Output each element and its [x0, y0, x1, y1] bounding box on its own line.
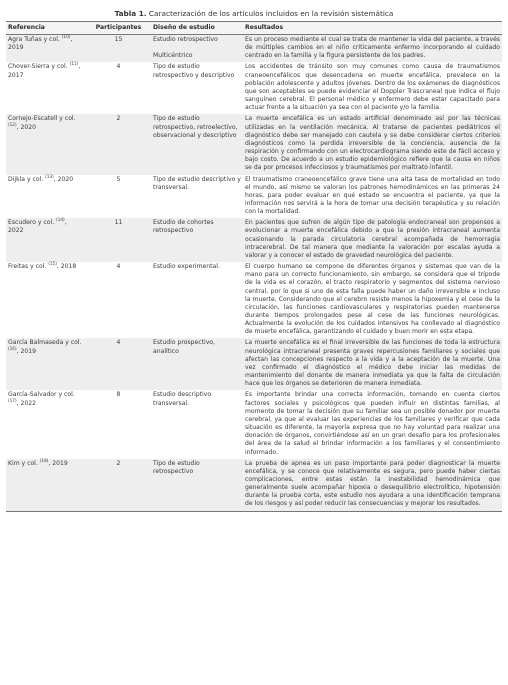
table-body [6, 35, 502, 512]
ref-author: Escudero y col. [8, 219, 55, 227]
ref-citation: (11) [69, 61, 79, 67]
caption-label: Tabla 1. [114, 9, 147, 18]
table-row [6, 390, 502, 458]
results-cell: El cuerpo humano se compone de diferentes órganos y sistemas que van de la mano para un correcto funcionamiento, sin embargo, se considera que el trípode de la vida es el corazón, el tracto respiratorio y segmentos del sistema nervioso central, por lo que si uno de esta falla puede haber un daño irreversible e incluso la muerte. Considerando que el cerebro resiste menos la hipoxemia y el cese de la circulación, las funciones cardiovasculares y respiratorias pueden mantenerse durante tiempos prolongados pese al cese de las funciones neurológicas. Actualmente la evolución de los cuidados intensivos ha conllevado al diagnóstico de muerte encefálica, garantizando el cuidado y buen morir en esta etapa. [243, 262, 502, 338]
table-row [6, 218, 502, 262]
ref-year: , 2022 [16, 399, 36, 407]
ref-citation: (15) [48, 261, 57, 267]
reference-cell [6, 390, 86, 458]
participants-cell: 15 [86, 35, 151, 63]
design-cell: Tipo de estudio descriptivo y transversal. [151, 175, 243, 219]
table-header [6, 22, 502, 35]
design-cell: Estudio experimental. [151, 262, 243, 338]
reference-cell [6, 338, 86, 390]
results-cell: El traumatismo craneoencefálico grave tiene una alta tasa de mortalidad en todo el mundo, así mismo se valoran los patrones hemodinámicos en las primeras 24 horas, para poder evaluar en qué estado se encuentra el paciente, ya que la información nos servirá a la hora de tomar una decisión terapéutica y su relación con la mortalidad. [243, 175, 502, 219]
ref-author: Chover-Sierra y col. [8, 63, 68, 71]
reference-cell [6, 35, 86, 63]
reference-cell [6, 459, 86, 511]
results-cell: Es un proceso mediante el cual se trata de mantener la vida del paciente, a través de múltiples cambios en el niño críticamente enfermo incorporando el cuidado centrado en la familia y la figura persistente de los padres. [243, 35, 502, 63]
ref-citation: (18) [39, 457, 49, 463]
table-caption [0, 9, 508, 18]
table-row [6, 62, 502, 114]
ref-author: Dijkla y col. [8, 175, 44, 183]
ref-citation: (17) [8, 397, 17, 403]
design-text: Estudio retrospectivo [153, 36, 218, 43]
design-cell [151, 35, 243, 63]
results-cell: Es importante brindar una correcta información, tomando en cuenta ciertos factores sociales y psicológicos que pueden influir en distintas familias, al momento de tomar la decisión que su familiar sea un posible donador por muerte cerebral, ya que al evaluar las experiencias de los familiares y verificar que cada situación es diferente, la mayoría expresa que no hay voluntad para realizar una donación de órganos, convirtiéndose así en un gran desafío para los profesionales del área de la salud el brindar información a los familiares y el consentimiento informado. [243, 390, 502, 458]
ref-year: , 2022 [8, 219, 67, 235]
header-reference: Referencia [6, 22, 86, 35]
participants-cell: 4 [86, 62, 151, 114]
ref-year: , 2018 [56, 263, 77, 271]
ref-citation: (13) [45, 173, 54, 179]
ref-year: , 2019 [16, 347, 36, 355]
results-cell: En pacientes que sufren de algún tipo de patología endocraneal son propensos a evolucionar a muerte encefálica debido a que la presión intracraneal aumenta ocasionando la parada circulatoria cerebral acompañada de hemorragia intracerebral. De tal manera que mediante la valoración por escalas ayuda a valorar y a conocer el estado de gravedad neurológica del paciente. [243, 218, 502, 262]
characterization-table [6, 21, 502, 512]
ref-year: , 2019 [48, 459, 68, 467]
header-results: Resultados [243, 22, 502, 35]
participants-cell: 4 [86, 338, 151, 390]
table-row [6, 114, 502, 174]
design-extra: Multicéntrico [153, 52, 193, 60]
header-design: Diseño de estudio [151, 22, 243, 35]
ref-author: Agra Tuñas y col. [8, 36, 60, 43]
participants-cell: 11 [86, 218, 151, 262]
ref-citation: (14) [56, 217, 65, 223]
ref-citation: (16) [8, 345, 17, 351]
design-cell: Estudio prospectivo, analítico [151, 338, 243, 390]
table-row [6, 338, 502, 390]
participants-cell: 5 [86, 175, 151, 219]
participants-cell: 4 [86, 262, 151, 338]
results-cell: La prueba de apnea es un paso importante para poder diagnosticar la muerte encefálica, y se conoce que relativamente es segura, pero puede haber ciertas complicaciones, entre estas están la inestabilidad hemodinámica que generalmente suele acompañar hipoxia o desequilibrio electrolítico, hipotensión durante la prueba corta, este estudio nos ayudara a una identificación temprana de los riesgos y así poder reducir las consecuencias y mejorar los resultados. [243, 459, 502, 511]
ref-author: García-Salvador y col. [8, 391, 75, 399]
ref-author: Freitas y col. [8, 263, 47, 271]
ref-citation: (10) [61, 33, 71, 39]
table-row [6, 459, 502, 511]
reference-cell [6, 114, 86, 174]
reference-cell [6, 262, 86, 338]
ref-author: García Balmaseda y col. [8, 339, 82, 347]
design-cell: Estudio de cohortes retrospectivo [151, 218, 243, 262]
reference-cell [6, 175, 86, 219]
reference-cell [6, 62, 86, 114]
ref-year: , 2019 [8, 36, 73, 52]
participants-cell: 2 [86, 459, 151, 511]
header-participants: Participantes [86, 22, 151, 35]
table-row [6, 35, 502, 63]
caption-text: Caracterización de los artículos incluidos en la revisión sistemática [148, 9, 394, 18]
ref-year: , 2020 [53, 175, 74, 183]
ref-author: Cornejo-Escatell y col. [8, 115, 76, 123]
ref-citation: (12) [8, 121, 17, 127]
table-row [6, 262, 502, 338]
results-cell: La muerte encefálica es el final irreversible de las funciones de toda la estructura neurológica intracraneal presenta graves repercusiones familiares y sociales que afectan las concepciones respecto a la vida y a la aceptación de la muerte. Una vez confirmado el diagnóstico el médico debe iniciar las medidas de mantenimiento del donante de manera inmediata ya que la falta de circulación hace que los órganos se deterioren de manera inmediata. [243, 338, 502, 390]
results-cell: La muerte encefálica es un estado artificial denominado así por las técnicas utilizadas en la ventilación mecánica. Al tratarse de pacientes pediátricos el diagnóstico debe ser manejado con cautela y se debe considerar ciertos criterios diagnósticos como la perdida irreversible de la conciencia, ausencia de la respiración y confirmando con un electrocardiograma siendo este de fácil acceso y bajo costo. De acuerdo a un estudio epidemiológico refiere que la causa en niños se da por procesos infecciosos y traumatismos por maltrato infantil. [243, 114, 502, 174]
header-row [6, 22, 502, 35]
reference-cell [6, 218, 86, 262]
design-cell: Tipo de estudio retrospectivo, retroelectivo, observacional y descriptivo [151, 114, 243, 174]
design-cell: Estudio descriptivo transversal. [151, 390, 243, 458]
results-cell: Los accidentes de tránsito son muy comunes como causa de traumatismos craneoencefálicos que desencadena en muerte encefálica, prevalece en la población adolescente y adultos jóvenes. Dentro de los exámenes de diagnósticos que son aceptables se puede evidenciar el Doppler Trascraneal que indica el flujo sanguíneo cerebral. El personal médico y enfermero debe estar capacitado para actuar frente a la situación ya sea con el paciente y/o la familia. [243, 62, 502, 114]
design-cell: Tipo de estudio retrospectivo [151, 459, 243, 511]
table-row [6, 175, 502, 219]
ref-year: , 2017 [8, 63, 81, 79]
design-cell: Tipo de estudio retrospectivo y descriptivo [151, 62, 243, 114]
ref-year: , 2020 [16, 123, 36, 131]
ref-author: Kim y col. [8, 459, 38, 467]
participants-cell: 2 [86, 114, 151, 174]
participants-cell: 8 [86, 390, 151, 458]
